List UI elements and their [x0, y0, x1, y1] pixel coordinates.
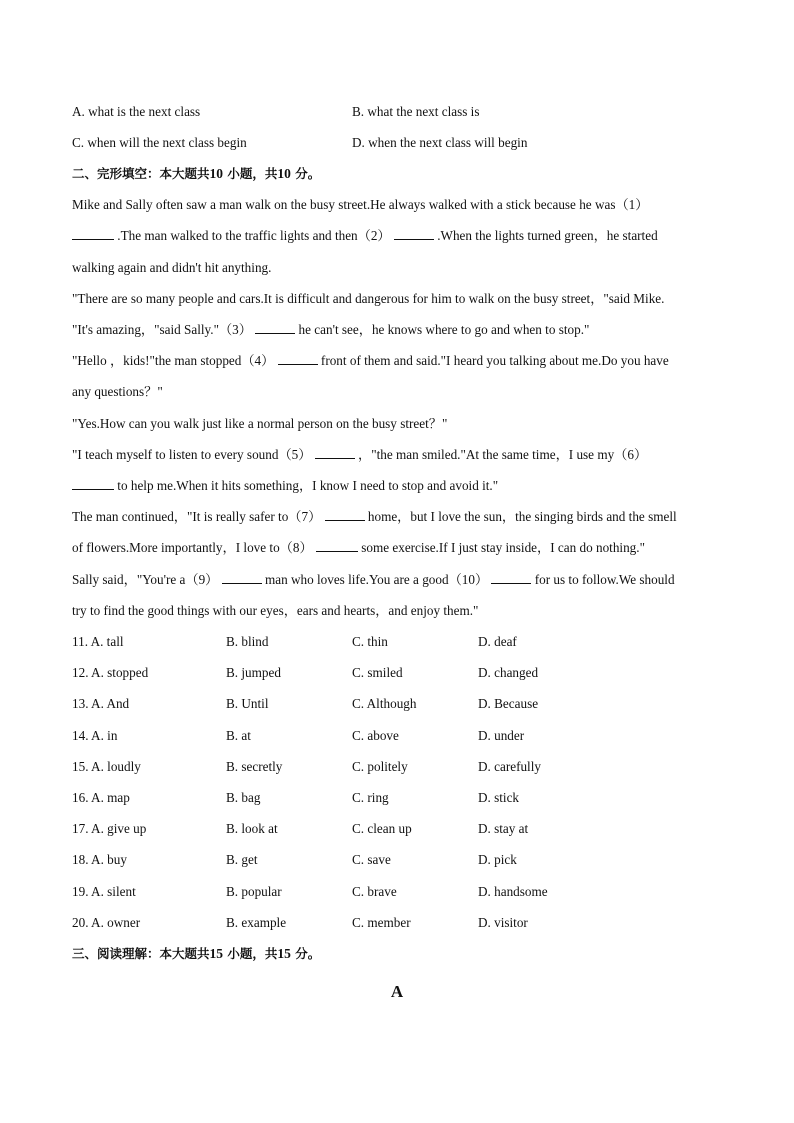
answer-blank [72, 477, 114, 490]
prev-option-d: D. when the next class will begin [352, 135, 528, 150]
question-19-option-b: B. popular [226, 884, 282, 899]
question-18-option-c: C. save [352, 852, 391, 867]
question-11-option-d: D. deaf [478, 634, 517, 649]
question-19-option-a: 19. A. silent [72, 884, 136, 899]
passage-line: "I teach myself to listen to every sound（5） ，"the man smiled."At the same time，I use my（6） [72, 447, 648, 462]
answer-blank [222, 571, 262, 584]
question-17-option-c: C. clean up [352, 821, 412, 836]
question-14-option-b: B. at [226, 728, 251, 743]
passage-line: try to find the good things with our eyes，ears and hearts，and enjoy them." [72, 603, 479, 618]
question-15-option-d: D. carefully [478, 759, 541, 774]
question-15-option-c: C. politely [352, 759, 408, 774]
question-15-option-b: B. secretly [226, 759, 283, 774]
question-14-option-a: 14. A. in [72, 728, 118, 743]
question-17-option-b: B. look at [226, 821, 278, 836]
question-19-option-d: D. handsome [478, 884, 548, 899]
answer-blank [316, 539, 358, 552]
passage-line: "It's amazing，"said Sally."（3） he can't see，he knows where to go and when to stop." [72, 322, 590, 337]
question-16-option-d: D. stick [478, 790, 520, 805]
question-16-option-c: C. ring [352, 790, 389, 805]
question-18-option-d: D. pick [478, 852, 517, 867]
question-17-option-a: 17. A. give up [72, 821, 147, 836]
question-15-option-a: 15. A. loudly [72, 759, 141, 774]
answer-blank [491, 571, 531, 584]
answer-blank [325, 508, 365, 521]
question-20-option-a: 20. A. owner [72, 915, 141, 930]
prev-option-b: B. what the next class is [352, 104, 480, 119]
passage-line: The man continued，"It is really safer to（7） home，but I love the sun，the singing birds and the smell [72, 509, 677, 524]
prev-option-a: A. what is the next class [72, 104, 201, 119]
question-12-option-c: C. smiled [352, 665, 403, 680]
prev-option-c: C. when will the next class begin [72, 135, 247, 150]
question-20-option-b: B. example [226, 915, 287, 930]
question-20-option-c: C. member [352, 915, 411, 930]
answer-blank [255, 321, 295, 334]
question-20-option-d: D. visitor [478, 915, 528, 930]
passage-line: of flowers.More importantly，I love to（8） some exercise.If I just stay inside，I can do nothing." [72, 540, 645, 555]
answer-blank [315, 446, 355, 459]
answer-blank [394, 227, 434, 240]
question-16-option-b: B. bag [226, 790, 261, 805]
question-19-option-c: C. brave [352, 884, 397, 899]
question-11-option-c: C. thin [352, 634, 388, 649]
passage-line: .The man walked to the traffic lights and then（2） .When the lights turned green，he started [72, 227, 658, 245]
question-12-option-a: 12. A. stopped [72, 665, 149, 680]
passage-line: "Hello ，kids!"the man stopped（4） front of them and said."I heard you talking about me.Do you have [72, 353, 669, 368]
question-18-option-b: B. get [226, 852, 258, 867]
passage-label-a: A [390, 982, 404, 1001]
passage-line: Mike and Sally often saw a man walk on the busy street.He always walked with a stick because he was（1） [72, 197, 649, 212]
question-13-option-c: C. Although [352, 696, 417, 711]
question-18-option-a: 18. A. buy [72, 852, 127, 867]
question-14-option-c: C. above [352, 728, 399, 743]
answer-blank [278, 352, 318, 365]
question-13-option-a: 13. A. And [72, 696, 130, 711]
question-13-option-d: D. Because [478, 696, 539, 711]
passage-line: "There are so many people and cars.It is difficult and dangerous for him to walk on the busy street，"said Mike. [72, 291, 665, 306]
passage-line: Sally said，"You're a（9） man who loves life.You are a good（10） for us to follow.We should [72, 572, 675, 587]
question-12-option-d: D. changed [478, 665, 539, 680]
question-11-option-b: B. blind [226, 634, 269, 649]
question-14-option-d: D. under [478, 728, 525, 743]
question-16-option-a: 16. A. map [72, 790, 130, 805]
passage-line: to help me.When it hits something，I know I need to stop and avoid it." [72, 477, 498, 495]
passage-line: walking again and didn't hit anything. [72, 260, 272, 275]
section-heading-reading: 三、阅读理解：本大题共15 小题，共15 分。 [72, 946, 321, 961]
question-12-option-b: B. jumped [226, 665, 281, 680]
answer-blank [72, 227, 114, 240]
passage-line: "Yes.How can you walk just like a normal person on the busy street？" [72, 416, 448, 431]
section-heading-cloze: 二、完形填空：本大题共10 小题，共10 分。 [72, 166, 321, 181]
question-13-option-b: B. Until [226, 696, 269, 711]
passage-line: any questions？" [72, 384, 163, 399]
question-17-option-d: D. stay at [478, 821, 529, 836]
question-11-option-a: 11. A. tall [72, 634, 124, 649]
